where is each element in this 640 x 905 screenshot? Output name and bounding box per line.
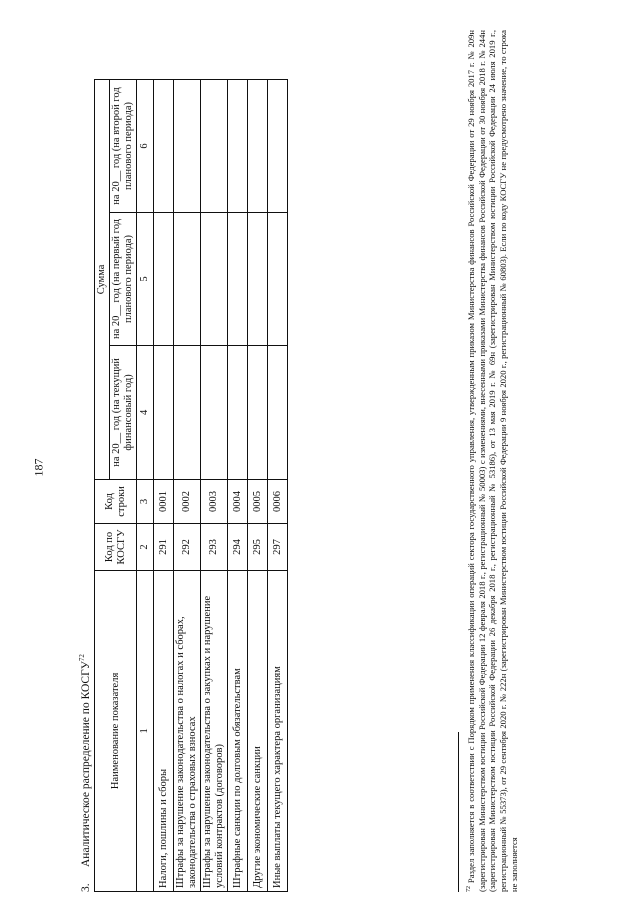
header-sum-first-plan-year: на 20__ год (на первый год планового периода) bbox=[110, 213, 137, 346]
row-code: 0002 bbox=[174, 479, 201, 523]
header-sum-second-plan-year: на 20__ год (на второй год планового периода) bbox=[110, 80, 137, 213]
row-kosgu: 292 bbox=[174, 524, 201, 571]
row-name: Штрафы за нарушение законодательства о налогах и сборах, законодательства о страховых взносах bbox=[174, 570, 201, 891]
rotated-page-content bbox=[20, 12, 620, 892]
row-kosgu: 293 bbox=[201, 524, 228, 571]
row-code: 0003 bbox=[201, 479, 228, 523]
row-kosgu: 291 bbox=[154, 524, 174, 571]
footnote bbox=[466, 30, 520, 892]
row-kosgu: 295 bbox=[248, 524, 268, 571]
row-kosgu: 294 bbox=[228, 524, 248, 571]
column-number: 5 bbox=[137, 213, 154, 346]
row-name: Иные выплаты текущего характера организациям bbox=[268, 570, 288, 891]
table-row bbox=[268, 80, 288, 892]
header-kosgu: Код по КОСГУ bbox=[95, 524, 137, 571]
row-sum-current bbox=[154, 346, 174, 480]
column-number: 2 bbox=[137, 524, 154, 571]
row-sum-first bbox=[201, 213, 228, 346]
row-name: Налоги, пошлины и сборы bbox=[154, 570, 174, 891]
header-line-code: Код строки bbox=[95, 479, 137, 523]
row-sum-current bbox=[201, 346, 228, 480]
row-code: 0001 bbox=[154, 479, 174, 523]
row-sum-first bbox=[268, 213, 288, 346]
column-number-row bbox=[137, 80, 154, 892]
footnote-reference: 72 bbox=[78, 654, 86, 662]
row-sum-current bbox=[228, 346, 248, 480]
table-row bbox=[201, 80, 228, 892]
table-row bbox=[154, 80, 174, 892]
row-sum-second bbox=[268, 80, 288, 213]
row-sum-first bbox=[228, 213, 248, 346]
section-title bbox=[78, 654, 92, 892]
row-sum-first bbox=[248, 213, 268, 346]
row-sum-current bbox=[248, 346, 268, 480]
row-sum-current bbox=[174, 346, 201, 480]
row-sum-first bbox=[174, 213, 201, 346]
row-sum-first bbox=[154, 213, 174, 346]
section-title-text: Аналитическое распределение по КОСГУ bbox=[79, 661, 92, 867]
row-sum-second bbox=[174, 80, 201, 213]
row-sum-second bbox=[201, 80, 228, 213]
header-row-top bbox=[95, 80, 110, 892]
row-name: Другие экономические санкции bbox=[248, 570, 268, 891]
table-row bbox=[174, 80, 201, 892]
row-kosgu: 297 bbox=[268, 524, 288, 571]
footnote-text: Раздел заполняется в соответствии с Порядком применения классификации операций сектора государственного управления, утвержденным приказом Министерства финансов Российской Федерации от 29 ноября 2017 г. № 209н (зарегистрирован Министерством юстиции Российской Федерации 12 февраля 2018 г., регистрационный № 50003) с изменениями, внесенными приказами Министерства финансов Российской Федерации от 30 ноября 2018 г. № 244н (зарегистрирован Министерством юстиции Российской Федерации 26 декабря 2018 г., регистрационный № 53186), от 13 мая 2019 г. № 69н (зарегистрирован Министерством юстиции Российской Федерации 24 июля 2019 г., регистрационный № 55373), от 29 сентября 2020 г. № 222н (зарегистрирован Министерством юстиции Российской Федерации 9 ноября 2020 г., регистрационный № 60803). Если по коду КОСГУ не предусмотрено значение, то строка не заполняется bbox=[466, 30, 519, 892]
row-name: Штрафные санкции по долговым обязательствам bbox=[228, 570, 248, 891]
row-sum-current bbox=[268, 346, 288, 480]
table-row bbox=[228, 80, 248, 892]
column-number: 6 bbox=[137, 80, 154, 213]
column-number: 3 bbox=[137, 479, 154, 523]
row-code: 0005 bbox=[248, 479, 268, 523]
column-number: 4 bbox=[137, 346, 154, 480]
header-name: Наименование показателя bbox=[95, 570, 137, 891]
header-sum: Сумма bbox=[95, 80, 110, 480]
footnote-mark: 72 bbox=[466, 886, 473, 892]
header-sum-current-year: на 20__ год (на текущий финансовый год) bbox=[110, 346, 137, 480]
row-name: Штрафы за нарушение законодательства о закупках и нарушение условий контрактов (договоров) bbox=[201, 570, 228, 891]
section-number: 3. bbox=[79, 883, 92, 892]
row-sum-second bbox=[154, 80, 174, 213]
row-code: 0006 bbox=[268, 479, 288, 523]
column-number: 1 bbox=[137, 570, 154, 891]
kosgu-table bbox=[94, 79, 288, 892]
table-row bbox=[248, 80, 268, 892]
row-sum-second bbox=[248, 80, 268, 213]
row-code: 0004 bbox=[228, 479, 248, 523]
page-number: 187 bbox=[31, 458, 46, 477]
row-sum-second bbox=[228, 80, 248, 213]
footnote-divider bbox=[458, 732, 459, 892]
